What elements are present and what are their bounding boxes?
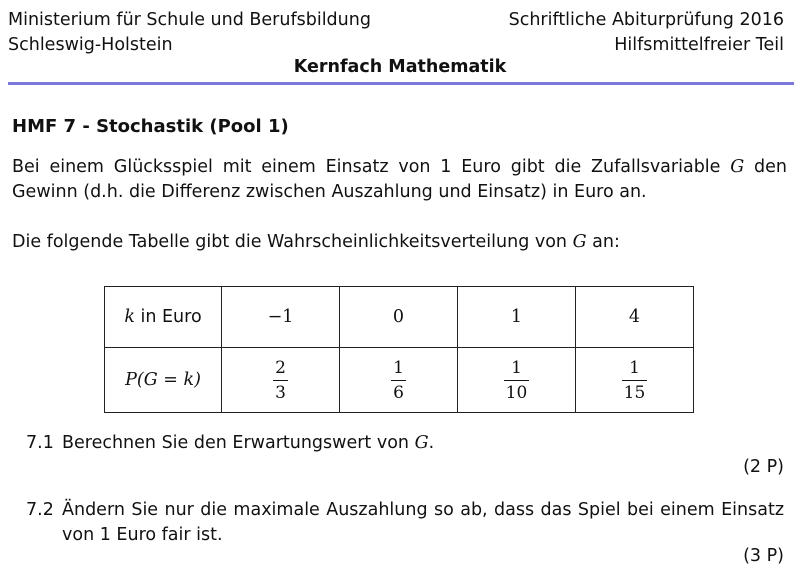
value-cell: 0 xyxy=(340,287,458,348)
table-intro-variable: G xyxy=(572,232,587,252)
row-label-probability: P(G = k) xyxy=(105,348,222,413)
fraction xyxy=(504,358,530,403)
table-row-values xyxy=(105,287,694,348)
task-number: 7.2 xyxy=(26,500,54,520)
value-cell: 1 xyxy=(458,287,576,348)
fraction-denominator: 3 xyxy=(273,380,288,403)
value-cell: −1 xyxy=(222,287,340,348)
task-points: (3 P) xyxy=(743,546,784,566)
intro-text-1: Bei einem Glücksspiel mit einem Einsatz von 1 Euro gibt die Zufallsvariable xyxy=(12,157,731,177)
row-label-var: k xyxy=(124,307,135,327)
value-cell: 4 xyxy=(576,287,694,348)
header-right xyxy=(509,8,784,58)
fraction xyxy=(622,358,648,403)
probability-cell xyxy=(576,348,694,413)
probability-cell xyxy=(340,348,458,413)
probability-cell xyxy=(458,348,576,413)
intro-variable: G xyxy=(730,157,745,177)
intro-text-2: den Gewinn (d.h. die Differenz zwischen Auszahlung und Einsatz) in Euro an. xyxy=(12,157,788,202)
table-row-probabilities xyxy=(105,348,694,413)
header-left xyxy=(8,8,371,58)
row-label-unit: in Euro xyxy=(134,307,202,327)
fraction-denominator: 10 xyxy=(504,380,530,403)
table-intro-text-1: Die folgende Tabelle gibt die Wahrscheinlichkeitsverteilung von xyxy=(12,232,573,252)
table-intro-text-2: an: xyxy=(586,232,620,252)
row-label-values xyxy=(105,287,222,348)
fraction-numerator: 1 xyxy=(629,357,640,378)
task-variable: G xyxy=(414,433,429,453)
task-number: 7.1 xyxy=(26,433,54,453)
exam-title: Schriftliche Abiturprüfung 2016 xyxy=(508,10,784,30)
probability-table xyxy=(104,286,694,413)
fraction-denominator: 15 xyxy=(622,380,648,403)
subject-title: Kernfach Mathematik xyxy=(293,57,507,77)
table-intro-paragraph xyxy=(12,230,787,255)
exam-part: Hilfsmittelfreier Teil xyxy=(614,35,784,55)
fraction-numerator: 1 xyxy=(511,357,522,378)
fraction xyxy=(273,358,288,403)
header-divider xyxy=(8,82,794,85)
probability-cell xyxy=(222,348,340,413)
state-name: Schleswig-Holstein xyxy=(8,35,173,55)
fraction-numerator: 2 xyxy=(275,357,286,378)
task-7-1 xyxy=(26,431,784,456)
task-text-1: Berechnen Sie den Erwartungswert von xyxy=(62,433,415,453)
fraction xyxy=(391,358,406,403)
ministry-name: Ministerium für Schule und Berufsbildung xyxy=(8,10,371,30)
task-text xyxy=(62,431,784,456)
task-7-2 xyxy=(26,498,784,548)
intro-paragraph xyxy=(12,155,787,205)
fraction-denominator: 6 xyxy=(391,380,406,403)
section-heading: HMF 7 - Stochastik (Pool 1) xyxy=(12,116,289,137)
task-text: Ändern Sie nur die maximale Auszahlung so ab, dass das Spiel bei einem Einsatz von 1 Euro fair ist. xyxy=(62,500,784,545)
fraction-numerator: 1 xyxy=(393,357,404,378)
task-points: (2 P) xyxy=(743,457,784,477)
task-text-2: . xyxy=(428,433,435,453)
